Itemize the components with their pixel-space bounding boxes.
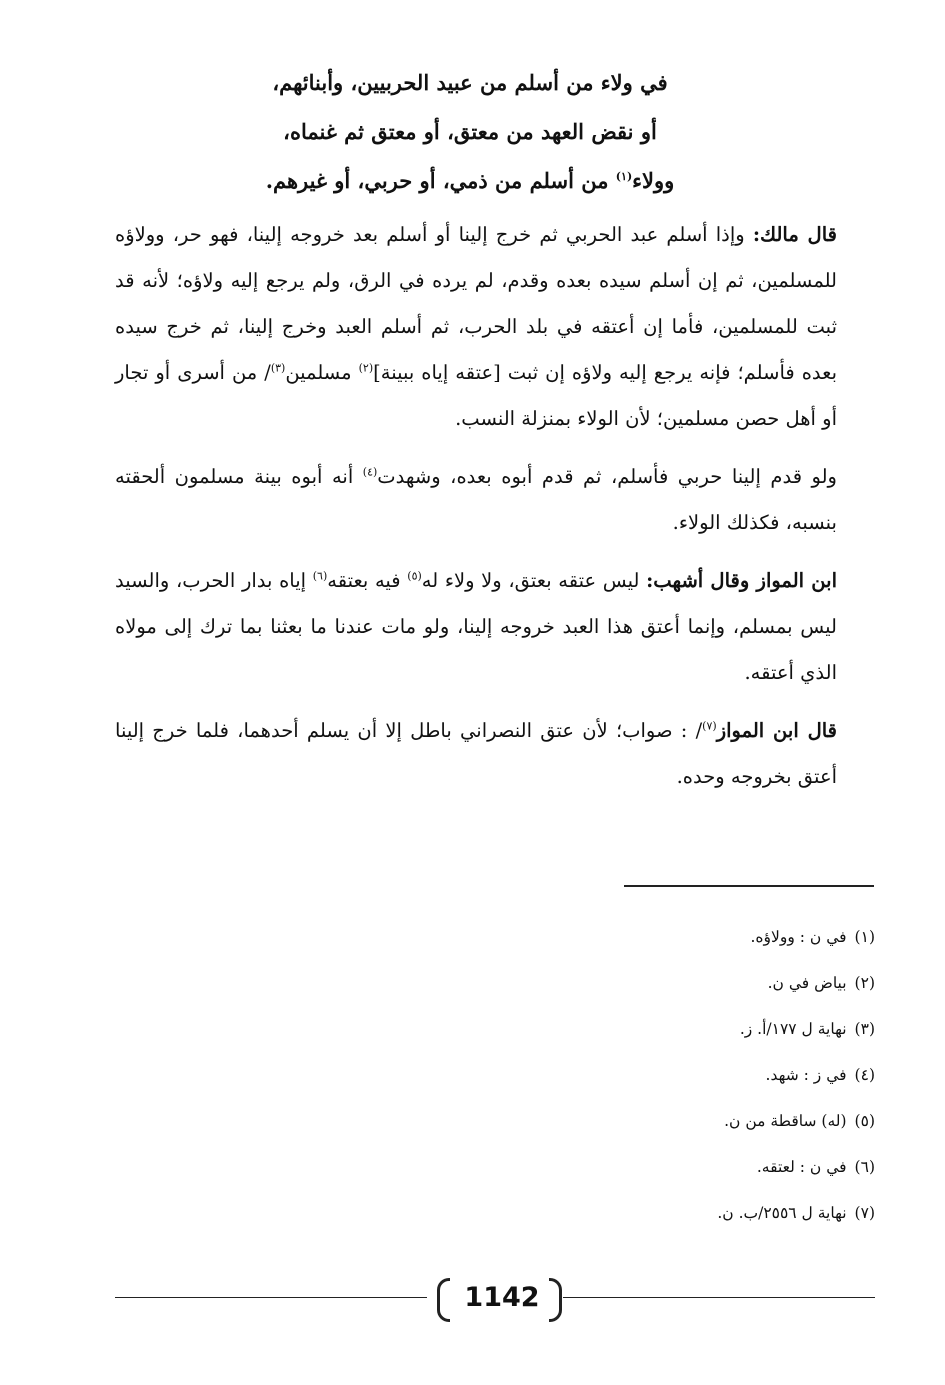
paragraph-2-text-a: ولو قدم إلينا حربي فأسلم، ثم قدم أبوه بعده، وشهدت bbox=[377, 465, 837, 488]
paragraph-3-text-b: فيه بعتقه bbox=[327, 569, 408, 592]
footnote-ref-2[interactable]: (٢) bbox=[358, 361, 374, 375]
footnote-text: في ن : وولاؤه. bbox=[750, 928, 847, 946]
footnotes bbox=[480, 914, 875, 1236]
heading-line-3 bbox=[100, 156, 840, 205]
footnote-number: (٥) bbox=[854, 1112, 875, 1130]
footnote-ref-6[interactable]: (٦) bbox=[312, 569, 328, 583]
paragraph-1-text-c: / من أسرى أو تجار أو أهل حصن مسلمين؛ لأن الولاء بمنزلة النسب. bbox=[115, 361, 837, 430]
bracket-right-icon bbox=[549, 1278, 562, 1322]
footnote-ref-3[interactable]: (٣) bbox=[270, 361, 286, 375]
footnote-5 bbox=[480, 1098, 875, 1144]
heading-line-1: في ولاء من أسلم من عبيد الحربيين، وأبنائهم، bbox=[272, 70, 668, 95]
paragraph-3-text-a: ليس عتقه بعتق، ولا ولاء له bbox=[421, 569, 647, 592]
paragraph-3-text-c: إياه بدار الحرب، والسيد ليس بمسلم، وإنما أعتق هذا العبد خروجه إلينا، ولو مات عندنا ما بعثنا بما ترك إلى مولاه الذي أعتقه. bbox=[115, 569, 837, 684]
footnote-ref-5[interactable]: (٥) bbox=[407, 569, 422, 583]
footnote-number: (٢) bbox=[854, 974, 875, 992]
footnote-7 bbox=[480, 1190, 875, 1236]
footnote-number: (٦) bbox=[854, 1158, 875, 1176]
page-number: 1142 bbox=[464, 1282, 540, 1313]
footnote-number: (٧) bbox=[854, 1204, 875, 1222]
page-footer bbox=[115, 1276, 875, 1332]
footnote-text: في ز : شهد. bbox=[765, 1066, 847, 1084]
footnote-number: (٤) bbox=[854, 1066, 875, 1084]
heading-line-3-end: من أسلم من ذمي، أو حربي، أو غيرهم. bbox=[265, 168, 616, 193]
footnote-text: في ن : لعتقه. bbox=[756, 1158, 847, 1176]
paragraph-3-lead: ابن المواز وقال أشهب: bbox=[646, 569, 837, 592]
footnote-4 bbox=[480, 1052, 875, 1098]
footer-rule-left bbox=[115, 1297, 427, 1298]
footnote-ref-7[interactable]: (٧) bbox=[702, 719, 717, 733]
footnote-text: نهاية ل ٢٥٥٦/ب. ن. bbox=[717, 1204, 847, 1222]
paragraph-1-lead: قال مالك: bbox=[752, 223, 837, 246]
heading-line-2: أو نقض العهد من معتق، أو معتق ثم غنماه، bbox=[283, 119, 657, 144]
footnote-text: (له) ساقطة من ن. bbox=[724, 1112, 847, 1130]
paragraph-4-lead: قال ابن المواز bbox=[716, 719, 837, 742]
footnote-6 bbox=[480, 1144, 875, 1190]
paragraph-2 bbox=[115, 454, 837, 546]
footnote-number: (١) bbox=[854, 928, 875, 946]
footnote-3 bbox=[480, 1006, 875, 1052]
chapter-heading bbox=[100, 58, 840, 205]
paragraph-1-text-a: وإذا أسلم عبد الحربي ثم خرج إلينا أو أسلم بعد خروجه إلينا، فهو حر، وولاؤه للمسلمين، ثم إن أسلم سيده بعده وقدم، لم يرده في الرق، ولم يرجع إليه ولاؤه؛ لأنه قد ثبت للمسلمين، فأما إن أعتقه في بلد الحرب، ثم أسلم العبد وخرج إلينا، ثم خرج سيده بعده فأسلم؛ فإنه يرجع إليه ولاؤه إن ثبت [عتقه إياه ببينة] bbox=[115, 223, 837, 384]
footnote-2 bbox=[480, 960, 875, 1006]
footnote-1 bbox=[480, 914, 875, 960]
main-text bbox=[115, 212, 837, 812]
paragraph-4-text: / : صواب؛ لأن عتق النصراني باطل إلا أن يسلم أحدهما، فلما خرج إلينا أعتق بخروجه وحده. bbox=[115, 719, 837, 788]
footer-rule-right bbox=[563, 1297, 875, 1298]
paragraph-4 bbox=[115, 708, 837, 800]
footnote-divider bbox=[624, 885, 874, 887]
footnote-text: نهاية ل ١٧٧/أ. ز. bbox=[739, 1020, 847, 1038]
paragraph-1 bbox=[115, 212, 837, 442]
paragraph-2-text-b: أنه أبوه بينة مسلمون ألحقته بنسبه، فكذلك الولاء. bbox=[115, 465, 837, 534]
footnote-text: بياض في ن. bbox=[767, 974, 847, 992]
paragraph-3 bbox=[115, 558, 837, 696]
heading-line-3-start: وولاء bbox=[632, 168, 675, 193]
footnote-ref-4[interactable]: (٤) bbox=[362, 465, 378, 479]
paragraph-1-text-b: مسلمين bbox=[285, 361, 359, 384]
footnote-number: (٣) bbox=[854, 1020, 875, 1038]
footnote-ref-1[interactable]: (١) bbox=[615, 170, 633, 183]
